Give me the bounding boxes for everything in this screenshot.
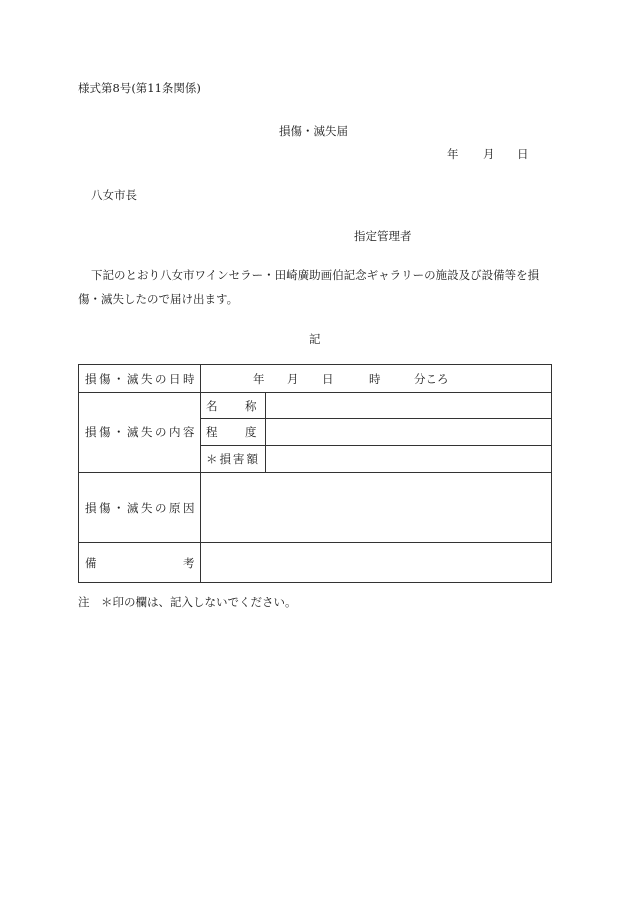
name-label-a: 名 <box>206 399 218 413</box>
datetime-month: 月 <box>287 372 299 386</box>
form-number: 様式第8号(第11条関係) <box>78 81 201 95</box>
damage-report-table <box>78 364 552 583</box>
remarks-input-cell[interactable] <box>201 543 551 582</box>
document-title: 損傷・滅失届 <box>279 124 348 138</box>
datetime-minute: 分ころ <box>414 372 449 386</box>
ki-heading: 記 <box>309 332 321 346</box>
footer-note: 注 ＊印の欄は、記入しないでください。 <box>78 595 297 609</box>
degree-input-cell[interactable] <box>266 419 551 445</box>
datetime-year: 年 <box>253 372 265 386</box>
remarks-label-a: 備 <box>85 556 97 570</box>
degree-label-b: 度 <box>245 425 257 439</box>
cause-input-cell[interactable] <box>201 473 551 542</box>
date-day-label: 日 <box>517 147 529 161</box>
datetime-hour: 時 <box>369 372 381 386</box>
name-label-b: 称 <box>245 399 257 413</box>
degree-label-a: 程 <box>206 425 218 439</box>
damage-amount-label: ＊損害額 <box>206 452 260 466</box>
cause-label: 損傷・滅失の原因 <box>85 501 197 515</box>
damage-amount-input-cell[interactable] <box>266 446 551 472</box>
remarks-label-b: 考 <box>183 556 195 570</box>
datetime-day: 日 <box>322 372 334 386</box>
name-input-cell[interactable] <box>266 393 551 418</box>
addressee: 八女市長 <box>91 188 137 202</box>
body-text-line-1: 下記のとおり八女市ワインセラー・田崎廣助画伯記念ギャラリーの施設及び設備等を損 <box>91 268 540 282</box>
datetime-label: 損傷・滅失の日時 <box>85 372 197 386</box>
date-year-label: 年 <box>447 147 459 161</box>
content-label: 損傷・滅失の内容 <box>85 425 197 439</box>
date-month-label: 月 <box>483 147 495 161</box>
body-text-line-2: 傷・滅失したので届け出ます。 <box>78 292 239 306</box>
sender: 指定管理者 <box>354 229 412 243</box>
